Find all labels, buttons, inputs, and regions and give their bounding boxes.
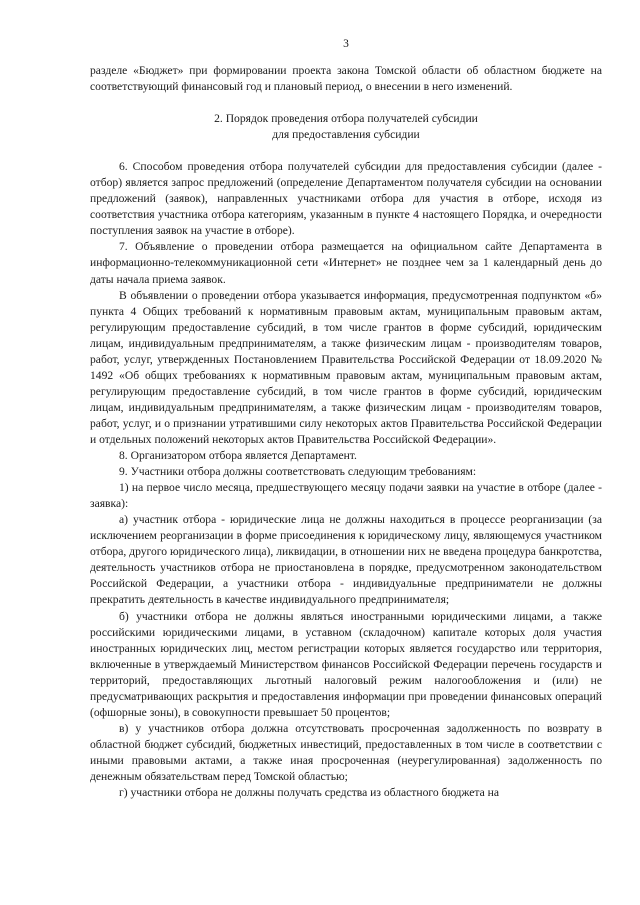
document-body	[90, 63, 602, 801]
section-heading-line-1: 2. Порядок проведения отбора получателей субсидии	[214, 112, 478, 126]
intro-paragraph: разделе «Бюджет» при формировании проекта закона Томской области об областном бюджете на соответствующий финансовый год и плановый период, о внесении в него изменений.	[90, 64, 602, 94]
paragraph-item-8: 8. Организатором отбора является Департамент.	[119, 449, 357, 463]
paragraph-item-7: 7. Объявление о проведении отбора размещается на официальном сайте Департамента в информационно-телекоммуникационной сети «Интернет» не позднее чем за 1 календарный день до даты начала приема заявок.	[90, 240, 602, 286]
paragraph-announcement-info: В объявлении о проведении отбора указывается информация, предусмотренная подпунктом «б» пункта 4 Общих требований к нормативным правовым актам, муниципальным правовым актам, регулирующим предоставление субсидий, в том числе грантов в форме субсидий, юридическим лицам, индивидуальным предпринимателям, а также физическим лицам - производителям товаров, работ, услуг, утвержденных Постановлением Правительства Российской Федерации от 18.09.2020 № 1492 «Об общих требованиях к нормативным правовым актам, муниципальным правовым актам, регулирующим предоставление субсидий, в том числе грантов в форме субсидий, юридическим лицам, индивидуальным предпринимателям, а также физическим лицам - производителям товаров, работ, услуг, и о признании утратившими силу некоторых актов Правительства Российской Федерации и отдельных положений некоторых актов Правительства Российской Федерации».	[90, 288, 602, 446]
document-page	[90, 0, 602, 905]
spacer	[90, 143, 602, 159]
paragraph-subitem-g: г) участники отбора не должны получать средства из областного бюджета на	[119, 786, 500, 800]
paragraph-subitem-1: 1) на первое число месяца, предшествующего месяцу подачи заявки на участие в отборе (далее - заявка):	[90, 481, 602, 511]
page-number: 3	[343, 38, 349, 50]
paragraph-item-9: 9. Участники отбора должны соответствовать следующим требованиям:	[119, 465, 477, 479]
paragraph-item-6: 6. Способом проведения отбора получателей субсидии для предоставления субсидии (далее - отбор) является запрос предложений (определение Департаментом получателя субсидии на основании предложений (заявок), направленных участниками отбора для участия в отборе, исходя из соответствия участника отбора категориям, указанным в пункте 4 настоящего Порядка, и очередности поступления заявок на участие в отборе).	[90, 160, 602, 238]
paragraph-subitem-v: в) у участников отбора должна отсутствовать просроченная задолженность по возврату в областной бюджет субсидий, бюджетных инвестиций, предоставленных в том числе в соответствии с иными правовыми актами, а также иная просроченная (неурегулированная) задолженность по денежным обязательствам перед Томской областью;	[90, 721, 602, 783]
paragraph-subitem-b: б) участники отбора не должны являться иностранными юридическими лицами, а также российскими юридическими лицами, в уставном (складочном) капитале которых доля участия иностранных юридических лиц, местом регистрации которых является государство или территория, включенные в утверждаемый Министерством финансов Российской Федерации перечень государств и территорий, предоставляющих льготный налоговый режим налогообложения и (или) не предусматривающих раскрытия и предоставления информации при проведении финансовых операций (офшорные зоны), в совокупности превышает 50 процентов;	[90, 609, 602, 719]
spacer	[90, 95, 602, 111]
section-heading-line-2: для предоставления субсидии	[272, 128, 420, 142]
paragraph-subitem-a: а) участник отбора - юридические лица не должны находиться в процессе реорганизации (за исключением реорганизации в форме присоединения к юридическому лицу, являющемуся участником отбора, другого юридического лица), ликвидации, в отношении них не введена процедура банкротства, деятельность участников отбора не приостановлена в порядке, предусмотренном законодательством Российской Федерации, а участники отбора - индивидуальные предприниматели не должны прекратить деятельность в качестве индивидуального предпринимателя;	[90, 513, 602, 607]
